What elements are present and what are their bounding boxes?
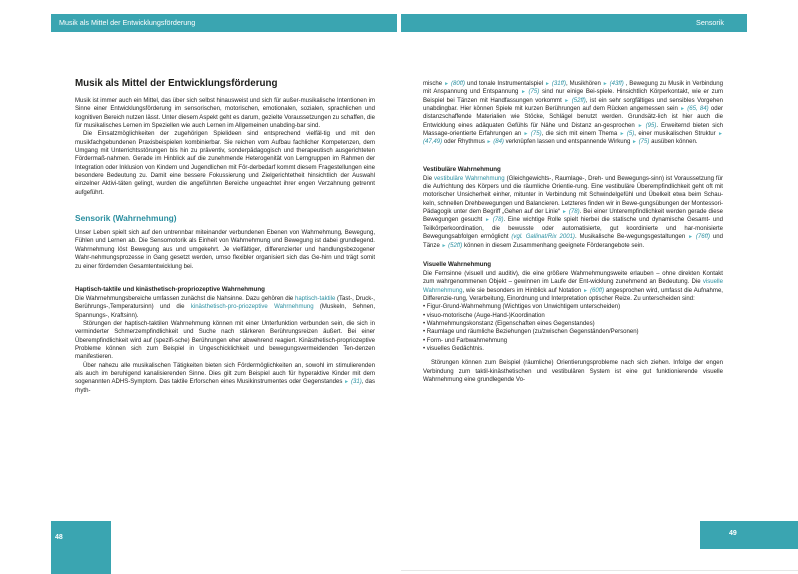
right-page	[423, 80, 723, 384]
header-right-title: Sensorik	[696, 18, 724, 27]
arrow-right-icon: ►	[564, 97, 570, 104]
intro-paragraph-2: Die Einsatzmöglichkeiten der zugehörigen Spielideen sind entsprechend vielfäl-tig und mit den musikfachgebundenen Praxisbeispielen kombinierbar. Sie reichen vom Aufbau fachlicher Kompetenzen, dem Umgang mit Unterrichtsstörungen bis hin zu präventiv, sonderpädagogisch und therapeutisch ausgerichteten Fördermaß-nahmen. Gerade im Hinblick auf die zunehmende Heterogenität von Lerngruppen im Rahmen der Integration oder Inklusion von Kindern und Jugendlichen mit För-derbedarf kommt diesem Fragestellungen eine besondere Bedeutung zu. Damit eine bessere Fokussierung und Zielgerichtetheit hinsichtlich der Auswahl einzelner Aktivi-täten gelingt, wurden die angeführten Bereiche ungeachtet ihrer engen Verzahnung getrennt aufgeführt.	[75, 131, 375, 196]
list-item: • Figur-Grund-Wahrnehmung (Wichtiges von Unwichtigem unterscheiden)	[423, 304, 621, 311]
vestibulaer-paragraph	[423, 175, 723, 250]
page-reference[interactable]: (76ff)	[695, 234, 711, 241]
arrow-right-icon: ►	[602, 81, 608, 87]
text-run: , die sich mit einem Thema	[541, 131, 620, 138]
arrow-right-icon: ►	[632, 139, 637, 146]
subsection-title-vestibulaer: Vestibuläre Wahrnehmung	[423, 165, 501, 173]
list-item: • visuelles Gedächtnis.	[423, 345, 484, 352]
arrow-right-icon: ►	[485, 217, 490, 224]
arrow-right-icon: ►	[562, 209, 567, 216]
list-item: • visuo-motorische (Auge-Hand-)Koordination	[423, 312, 545, 319]
text-run: und Tänze	[423, 234, 723, 249]
text-run: , ist ein sehr sorgfältiges und sensibles Vorgehen unabdingbar. Hier können Spiele mit kurzen Berührungen auf dem Rücken angemessen sein	[423, 97, 723, 113]
arrow-right-icon: ►	[444, 81, 450, 87]
text-run: Die Wahrnehmungsbereiche umfassen zunächst die Nahsinne. Dazu gehören die	[75, 295, 295, 302]
text-run: können in diesem Zusammenhang geeignete Förderangebote sein.	[462, 242, 645, 249]
header-left-bar	[51, 14, 397, 32]
page-reference[interactable]: (75)	[530, 131, 542, 138]
citation: (vgl. Gallinat/Rix 2001)	[511, 234, 575, 241]
section-title-sensorik: Sensorik (Wahrnehmung)	[75, 213, 177, 224]
text-run: sind nur einige Bei-spiele. Hinsichtlich Körperkontakt, wie er zum Beispiel bei Tänzen mit Handfassungen vorkommt	[423, 89, 723, 104]
subsection-paragraph-3	[75, 362, 375, 395]
text-run: , Musikhören	[566, 81, 603, 87]
page-reference[interactable]: (84)	[493, 139, 504, 146]
visuell-paragraph	[423, 270, 723, 303]
text-run: oder distanzschaffende Materialien wie Stöcke, Schlägel benutzt werden. Grundsätz-lich ist hier auch die Entwicklung eines adäquaten Gefühls für Nähe und Distanz an-gesprochen	[423, 106, 723, 129]
list-item: • Form- und Farbwahrnehmung	[423, 337, 508, 344]
intro-paragraph-1: Musik ist immer auch ein Mittel, das über sich selbst hinausweist und sich für außer-musikalische Intentionen im Sinne einer Entwicklungsförderung im sensorischen, motorischen, emotionalen, sozialen, sprachlichen und kognitiven Bereich nutzen lässt. Unter diesem Aspekt geht es darum, gezielte Voraussetzungen zu schaffen, die für musikalisches Lernen im Speziellen wie auch Lernen im Allgemeinen unabding-bar sind.	[75, 98, 375, 130]
subsection-title-visuell: Visuelle Wahrnehmung	[423, 260, 492, 268]
arrow-right-icon: ►	[637, 122, 643, 129]
page-reference[interactable]: (65, 84)	[687, 106, 709, 113]
vestibulaer-link[interactable]: vestibuläre Wahrnehmung	[434, 175, 505, 182]
arrow-right-icon: ►	[523, 131, 529, 138]
arrow-right-icon: ►	[718, 131, 723, 138]
right-page-number-box	[700, 521, 798, 549]
page-reference[interactable]: (80ff)	[450, 81, 466, 87]
header-left-title: Musik als Mittel der Entwicklungsförderung	[59, 18, 196, 27]
page-reference[interactable]: (60ff)	[589, 287, 605, 294]
list-item: • Wahrnehmungskonstanz (Eigenschaften eines Gegenstandes)	[423, 320, 595, 327]
text-run: angesprochen wird, umfasst die Aufnahme, Differenzie-rung, Verarbeitung, Einordnung und Interpretation optischer Reize. Zu unterscheiden sind:	[423, 287, 723, 302]
arrow-right-icon: ►	[688, 234, 694, 241]
page-reference[interactable]: (52ff)	[571, 97, 586, 104]
text-run: mische	[423, 81, 445, 87]
page-reference[interactable]: (5)	[626, 131, 635, 138]
text-run: . Musikalische Be-wegungsgestaltungen	[574, 234, 689, 241]
text-run: Die Fernsinne (visuell und auditiv), die eine größere Wahrnehmungsweite erlauben – ohne direkten Kontakt zum wahrgenommenen Objekt – gewinnen im Laufe der Ent-wicklung zunehmend an Bedeutung. Die	[423, 270, 723, 286]
page-reference[interactable]: (31ff)	[551, 81, 567, 87]
text-run: (Muskeln, Sehnen, Spannungs-, Kraftsinn).	[75, 304, 375, 319]
section-paragraph-1: Unser Leben spielt sich auf den untrennbar miteinander verbundenen Ebenen von Wahrnehmung, Bewegung, Fühlen und Lernen ab. Die Sensomotorik als Einheit von Wahrnehmung und Bewegung ist dabei grundlegend. Wahrnehmung löst Bewegung aus und umgekehrt. Je vielfältiger, differenzierter und handlungsbezogener Wahr-nehmungsprozesse in Gang gesetzt werden, umso flexibler organisiert sich das Ge-hirn und trägt somit zu einer fördernden Gesamtentwicklung bei.	[75, 230, 375, 270]
haptisch-taktile-link[interactable]: haptisch-taktile	[294, 295, 336, 302]
right-page-number: 49	[729, 530, 737, 537]
text-run: . Eine wichtige Rolle spielt hierbei die statische und dynamische Gesamt- und Teilkörperkoordination, die bewusste oder automatisierte, gut koordinierte und har-monisierte Bewegungsabfolgen ermöglicht	[423, 217, 724, 241]
list-item: • Raumlage und räumliche Beziehungen (zu/zwischen Gegenständen/Personen)	[423, 329, 639, 336]
text-run: ausüben können.	[649, 139, 698, 146]
text-run: , das rhyth-	[75, 379, 375, 394]
footer-divider	[401, 570, 798, 571]
left-page	[75, 78, 375, 395]
page-reference[interactable]: (31)	[350, 379, 362, 386]
text-run: (Gleichgewichts-, Raumlage-, Dreh- und Bewegungs-sinn) ist Voraussetzung für die Aufrichtung des Körpers und die räumliche Orientie-rung. Eine vestibuläre Überempfindlichkeit geht oft mit motorischer Unsicherheit einher, mitunter in Verbindung mit Schwindelgefühl und Übelkeit etwa beim Schau-keln, schnellen Drehbewegungen und Balancieren. Letzteres finden wir in Bewe-gungsübungen der Montessori-Pädagogik unter dem Begriff „Gehen auf der Linie“	[423, 175, 723, 216]
left-page-number-box	[51, 521, 111, 574]
subsection-paragraph-2: Störungen der haptisch-taktilen Wahrnehmung können mit einer Unterfunktion verbunden sein, die sich in verminderter Schmerzempfindlichkeit und Suche nach stärkeren Berührungsreizen äußert. Bei einer Überempfindlichkeit wird auf (spezifi-sche) Berührungen eher abwehrend reagiert. Kinästhetisch-propriozeptive Probleme können sich zum Beispiel in Ungeschicklichkeit und bewegungsvermeidenden Ten-denzen manifestieren.	[75, 320, 375, 361]
page-reference[interactable]: (75)	[528, 89, 540, 96]
page-reference[interactable]: (78)	[568, 209, 580, 216]
page-reference[interactable]: (95)	[645, 122, 657, 129]
page-reference[interactable]: (52ff)	[448, 242, 463, 249]
text-run: , Bewegung zu Musik in Verbindung mit Anspannung und Entspannung	[423, 81, 724, 96]
text-run: (Tast-, Druck-, Berührungs-,Temperatursinn) und die	[75, 295, 375, 311]
page-reference[interactable]: (47,49)	[423, 139, 443, 146]
text-run: . Erweiternd bieten sich Massage-orientierte Erfahrungen an	[423, 122, 724, 138]
text-run: . Bei einer Unterempfindlichkeit werden gerade diese Bewegungen gesucht	[423, 209, 723, 224]
subsection-paragraph-1	[75, 295, 375, 320]
text-run: oder Rhythmus	[442, 139, 487, 146]
arrow-right-icon: ►	[441, 242, 447, 249]
text-run: , einer musikalischen Struktur	[634, 131, 719, 138]
arrow-right-icon: ►	[486, 139, 492, 146]
subsection-title-haptisch: Haptisch-taktile und kinästhetisch-propriozeptive Wahrnehmung	[75, 285, 265, 293]
text-run: verknüpfen lassen und entspannende Wirkung	[503, 139, 633, 146]
page-reference[interactable]: (75)	[638, 139, 650, 146]
arrow-right-icon: ►	[344, 379, 350, 386]
final-paragraph: Störungen können zum Beispiel (räumliche) Orientierungsprobleme nach sich ziehen. Infolge der engen Verbindung zum taktil-kinästhetischen und vestibulären System ist eine gut funktionierende visuelle Wahrnehmung eine grundlegende Vo-	[423, 360, 723, 383]
continued-paragraph	[423, 80, 723, 147]
page-reference[interactable]: (43ff)	[609, 81, 624, 87]
text-run: und tonale Instrumentalspiel	[465, 81, 546, 87]
text-run: , wie sie besonders im Hinblick auf Notation	[462, 287, 584, 294]
arrow-right-icon: ►	[583, 287, 589, 294]
page-title: Musik als Mittel der Entwicklungsförderung	[75, 78, 278, 89]
header-right-bar	[401, 14, 747, 32]
arrow-right-icon: ►	[619, 131, 625, 138]
kinaesthetisch-link[interactable]: kinästhetisch-pro-priozeptive Wahrnehmung	[190, 304, 314, 311]
page-reference[interactable]: (78)	[492, 217, 504, 224]
arrow-right-icon: ►	[520, 89, 526, 96]
arrow-right-icon: ►	[545, 81, 550, 87]
left-page-number: 48	[55, 534, 63, 541]
visuelle-wahrnehmung-link[interactable]: visuelle Wahrnehmung	[423, 279, 723, 294]
text-run: Über nahezu alle musikalischen Tätigkeiten bieten sich Fördermöglichkeiten an, sowohl im stimulierenden als auch im beruhigend kanalisierenden Sinne. Dies gilt zum Beispiel auch für hyperaktive Kinder mit dem sogenannten ADHS-Symptom. Das taktile Erforschen eines Musikinstrumentes oder Gegenstandes	[75, 362, 375, 386]
visual-perception-list	[423, 303, 723, 353]
text-run: Die	[423, 175, 435, 182]
arrow-right-icon: ►	[680, 106, 686, 113]
